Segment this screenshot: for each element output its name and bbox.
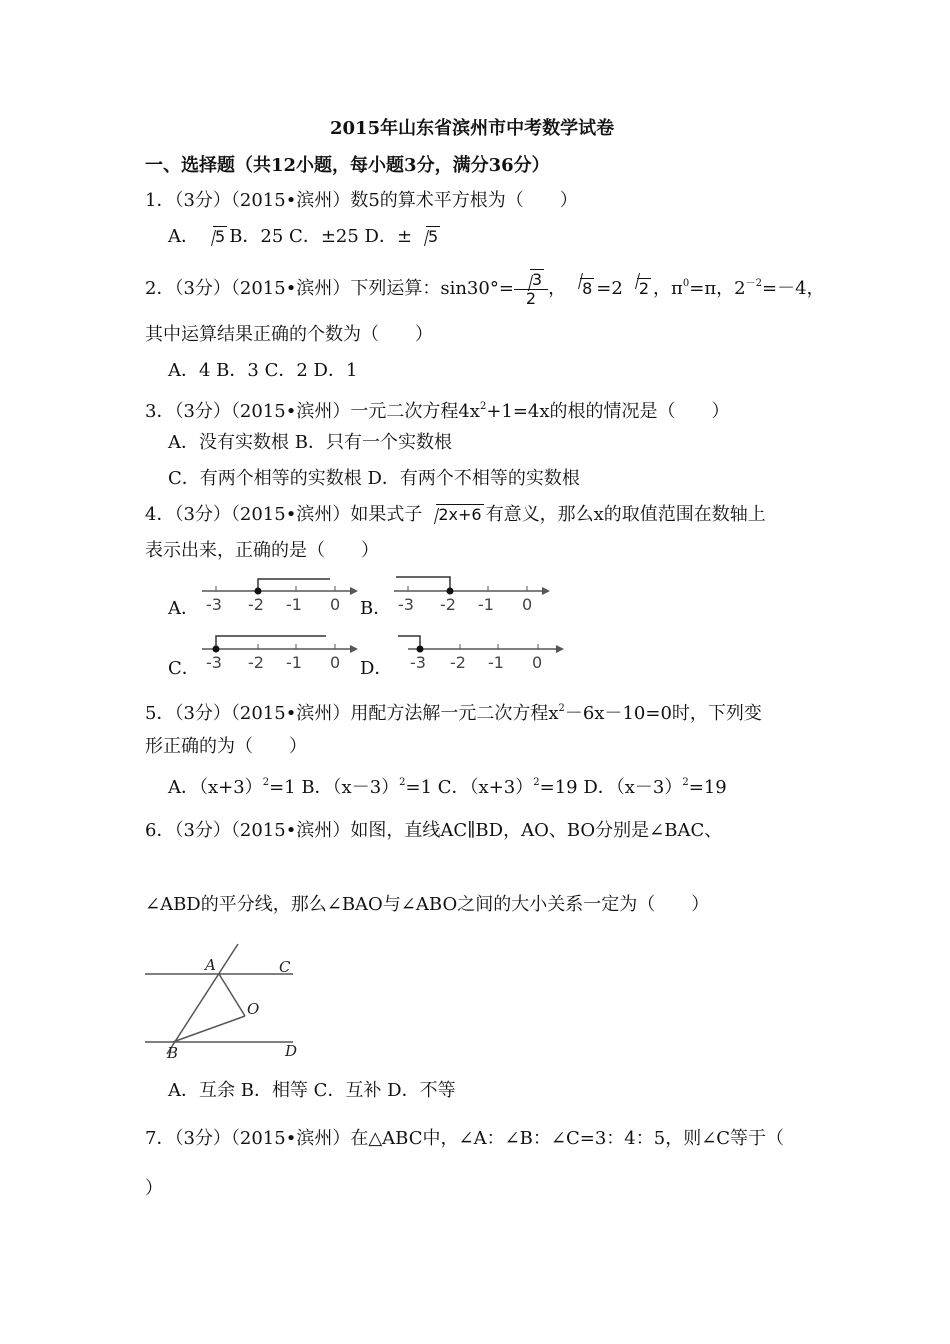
q4-option-b-label: B． <box>360 598 392 619</box>
q1-option-d-radicand: 5 <box>428 227 439 246</box>
q5-opt-b-sup: 2 <box>399 777 406 788</box>
question-2-options: A．4 B．3 C．2 D．1 <box>168 360 358 381</box>
point-label-a: A <box>205 956 216 974</box>
question-4-stem <box>145 504 766 526</box>
q5-stem-b: －6x－10=0时，下列变 <box>564 703 762 724</box>
q4-radicand: 2x+6 <box>438 505 482 524</box>
tick-label: -2 <box>248 653 264 672</box>
point-label-c: C <box>279 958 291 976</box>
q2-rad2: 2 <box>638 279 650 298</box>
q2-pi-a: ，π <box>653 278 683 299</box>
tick-label: -3 <box>398 595 414 614</box>
question-5-stem <box>145 698 762 725</box>
sqrt-sign <box>516 271 544 289</box>
sqrt-sign <box>566 269 594 309</box>
q1-option-bcd: B．25 C．±25 D．± <box>229 226 413 247</box>
q5-stem-a: 5．（3分）（2015•滨州）用配方法解一元二次方程x <box>145 703 559 724</box>
tick-label: -1 <box>478 595 494 614</box>
q4-option-c-label: C． <box>168 658 200 679</box>
tick-label: -2 <box>440 595 456 614</box>
number-line-c <box>200 632 360 672</box>
q5-opt-d-post: =19 <box>688 777 727 798</box>
sqrt-sign <box>623 269 651 309</box>
question-3-options-cd: C．有两个相等的实数根 D．有两个不相等的实数根 <box>168 468 580 489</box>
number-line-d <box>398 632 568 672</box>
q1-option-a-label: A． <box>168 226 199 247</box>
question-7-stem: 7．（3分）（2015•滨州）在△ABC中，∠A：∠B：∠C=3：4：5，则∠C等于（ <box>145 1128 785 1149</box>
question-5-options <box>168 772 727 799</box>
sqrt-sign <box>412 226 440 248</box>
q2-pi-sup: 0 <box>682 278 690 289</box>
q2-pi-b: =π，2 <box>689 278 746 299</box>
question-1-options <box>168 226 442 248</box>
tick-label: -1 <box>286 653 302 672</box>
segment-ao <box>219 974 245 1016</box>
q2-neg-sup: －2 <box>745 278 762 289</box>
q5-opt-a-sup: 2 <box>262 777 270 788</box>
q5-opt-c-sup: 2 <box>533 777 540 788</box>
q2-eq: =2 <box>596 278 623 299</box>
question-2-line2: 其中运算结果正确的个数为（ ） <box>145 324 433 345</box>
q5-sup: 2 <box>558 703 565 714</box>
q2-prefix: 2．（3分）（2015•滨州）下列运算：sin30°= <box>145 278 514 299</box>
q2-sep: ， <box>548 278 567 299</box>
sqrt-sign <box>422 504 483 526</box>
q3-stem-b: +1=4x的根的情况是（ ） <box>486 401 730 422</box>
tick-label: -3 <box>206 595 222 614</box>
question-4-line2: 表示出来，正确的是（ ） <box>145 540 379 561</box>
q5-opt-a-pre: A．（x+3） <box>168 777 263 798</box>
tick-label: -1 <box>286 595 302 614</box>
q4-stem-a: 4．（3分）（2015•滨州）如果式子 <box>145 504 423 525</box>
q3-stem-a: 3．（3分）（2015•滨州）一元二次方程4x <box>145 401 480 422</box>
question-2-stem <box>145 264 825 309</box>
page-title: 2015年山东省滨州市中考数学试卷 <box>330 118 615 139</box>
tick-label: -2 <box>248 595 264 614</box>
number-line-b <box>392 574 552 614</box>
transversal <box>167 944 238 1054</box>
sqrt-sign <box>199 226 227 248</box>
tick-label: -3 <box>206 653 222 672</box>
tick-label: -1 <box>488 653 504 672</box>
q5-opt-d-sup: 2 <box>682 777 689 788</box>
tick-label: -2 <box>450 653 466 672</box>
section-heading: 一、选择题（共12小题，每小题3分，满分36分） <box>145 155 550 176</box>
question-6-stem: 6．（3分）（2015•滨州）如图，直线AC∥BD，AO、BO分别是∠BAC、 <box>145 820 723 841</box>
q2-rad8: 8 <box>582 279 593 298</box>
q2-frac-num: 3 <box>531 269 543 289</box>
q4-stem-b: 有意义，那么x的取值范围在数轴上 <box>485 504 766 525</box>
question-6-line2: ∠ABD的平分线，那么∠BAO与∠ABO之间的大小关系一定为（ ） <box>145 894 710 915</box>
q5-opt-c-post: =19 D．（x－3） <box>539 777 683 798</box>
point-label-b: B <box>167 1044 179 1062</box>
tick-label: 0 <box>330 653 341 672</box>
q4-option-d-label: D． <box>360 658 393 679</box>
q3-sup: 2 <box>479 401 487 412</box>
q2-pi-c: =－4， <box>761 278 825 299</box>
tick-label: 0 <box>330 595 341 614</box>
q2-frac-den: 2 <box>525 288 537 308</box>
parallel-lines-figure <box>143 942 313 1062</box>
q5-opt-b-post: =1 C．（x+3） <box>405 777 534 798</box>
question-3-options-ab: A．没有实数根 B．只有一个实数根 <box>168 432 452 453</box>
question-5-line2: 形正确的为（ ） <box>145 736 307 757</box>
q1-option-a-radicand: 5 <box>215 227 226 246</box>
tick-label: -3 <box>410 653 426 672</box>
number-line-a <box>200 574 360 614</box>
question-6-options: A．互余 B．相等 C．互补 D．不等 <box>168 1080 456 1101</box>
point-label-o: O <box>247 1000 260 1018</box>
tick-label: 0 <box>532 653 543 672</box>
point-label-d: D <box>285 1042 298 1060</box>
fraction <box>514 271 548 308</box>
question-1-stem: 1．（3分）（2015•滨州）数5的算术平方根为（ ） <box>145 190 578 211</box>
tick-label: 0 <box>522 595 533 614</box>
q4-option-a-label: A． <box>168 598 199 619</box>
question-7-line2: ） <box>145 1178 163 1199</box>
question-3-stem <box>145 396 730 423</box>
q5-opt-a-post: =1 B．（x－3） <box>269 777 400 798</box>
